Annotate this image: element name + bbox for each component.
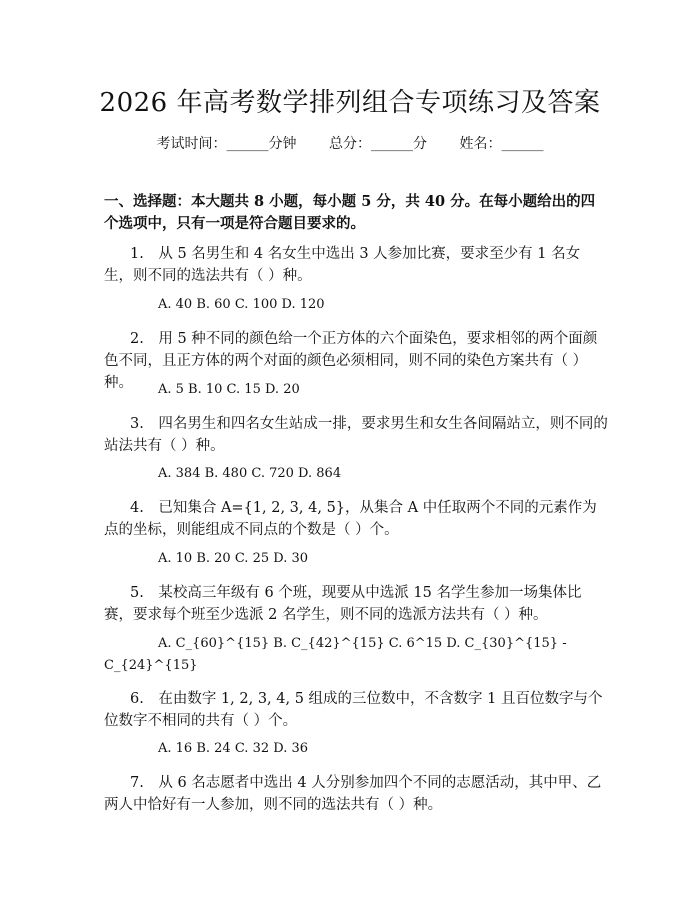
- question-1: 1. 从 5 名男生和 4 名女生中选出 3 人参加比赛，要求至少有 1 名女生，则不同的选法共有（ ）种。: [104, 246, 581, 284]
- question-4-options: A. 10 B. 20 C. 25 D. 30: [158, 551, 309, 566]
- question-5: 5. 某校高三年级有 6 个班，现要从中选派 15 名学生参加一场集体比赛，要求每个班至少选派 2 名学生，则不同的选派方法共有（ ）种。: [104, 585, 582, 623]
- question-3: 3. 四名男生和四名女生站成一排，要求男生和女生各间隔站立，则不同的站法共有（ ）种。: [104, 416, 608, 454]
- question-1-options: A. 40 B. 60 C. 100 D. 120: [158, 297, 325, 312]
- question-6-options: A. 16 B. 24 C. 32 D. 36: [158, 741, 309, 756]
- exam-meta: [0, 133, 700, 153]
- student-name-field: 姓名：______: [459, 136, 544, 152]
- page-title: 2026 年高考数学排列组合专项练习及答案: [99, 88, 601, 118]
- question-2-options: A. 5 B. 10 C. 15 D. 20: [158, 382, 300, 397]
- question-2: 2. 用 5 种不同的颜色给一个正方体的六个面染色，要求相邻的两个面颜色不同，且正方体的两个对面的颜色必须相同，则不同的染色方案共有（ ）种。: [104, 331, 598, 391]
- question-7: 7. 从 6 名志愿者中选出 4 人分别参加四个不同的志愿活动，其中甲、乙两人中恰好有一人参加，则不同的选法共有（ ）种。: [104, 775, 602, 813]
- question-4: 4. 已知集合 A={1, 2, 3, 4, 5}，从集合 A 中任取两个不同的元素作为点的坐标，则能组成不同点的个数是（ ）个。: [104, 500, 597, 538]
- question-3-options: A. 384 B. 480 C. 720 D. 864: [158, 466, 342, 481]
- exam-time-field: 考试时间：______分钟: [156, 136, 297, 152]
- question-6: 6. 在由数字 1, 2, 3, 4, 5 组成的三位数中，不含数字 1 且百位数字与个位数字不相同的共有（ ）个。: [104, 691, 603, 729]
- exam-score-field: 总分：______分: [329, 136, 427, 152]
- question-5-options: A. C_{60}^{15} B. C_{42}^{15} C. 6^15 D. C_{30}^{15} - C_{24}^{15}: [104, 636, 567, 673]
- section-heading: 一、选择题：本大题共 8 小题，每小题 5 分，共 40 分。在每小题给出的四个选项中，只有一项是符合题目要求的。: [104, 193, 596, 232]
